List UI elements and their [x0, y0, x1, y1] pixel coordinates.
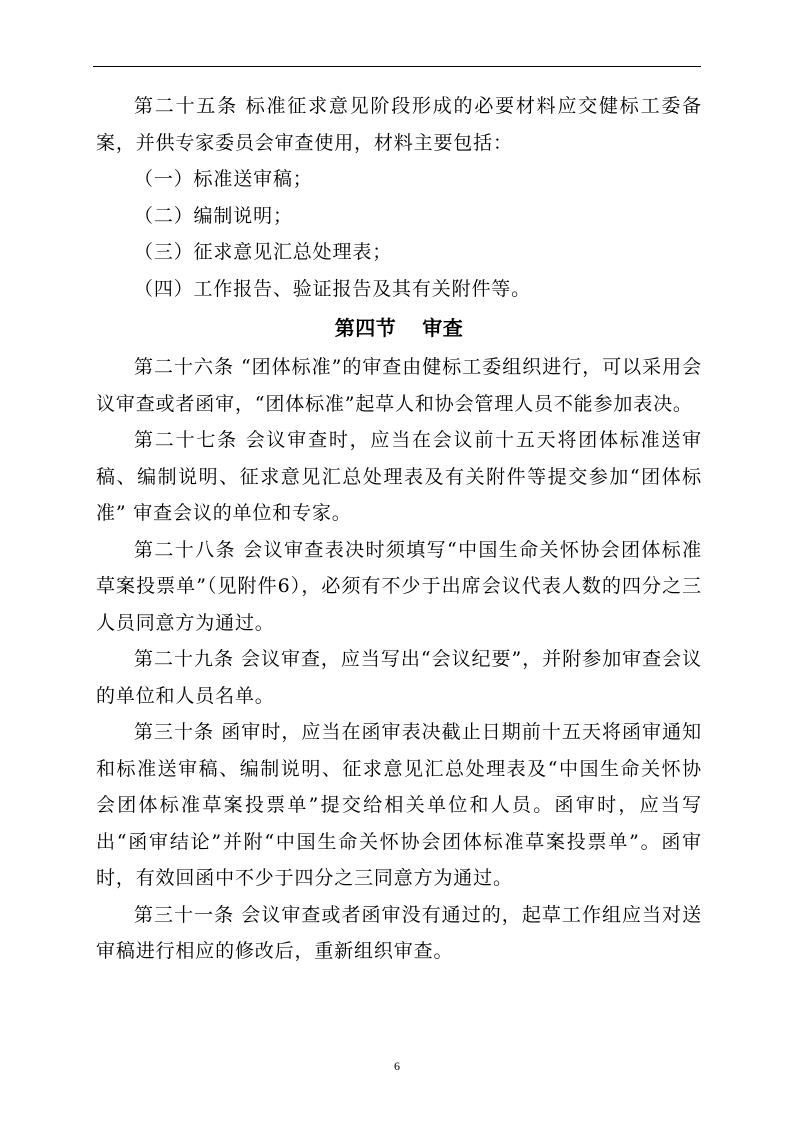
article-27: 第二十七条 会议审查时，应当在会议前十五天将团体标准送审稿、编制说明、征求意见汇总处理表及有关附件等提交参加“团体标准” 审查会议的单位和专家。: [96, 429, 702, 524]
article-31: 第三十一条 会议审查或者函审没有通过的，起草工作组应当对送审稿进行相应的修改后，重新组织审查。: [96, 903, 702, 962]
article-25: 第二十五条 标准征求意见阶段形成的必要材料应交健标工委备案，并供专家委员会审查使用，材料主要包括：: [96, 95, 702, 154]
article-29: 第二十九条 会议审查，应当写出“会议纪要”，并附参加审查会议的单位和人员名单。: [96, 648, 702, 707]
article-25-item-3: （三）征求意见汇总处理表；: [134, 241, 393, 263]
article-25-item-4: （四）工作报告、验证报告及其有关附件等。: [134, 277, 532, 300]
article-26: 第二十六条 “团体标准”的审查由健标工委组织进行，可以采用会议审查或者函审，“团体标准”起草人和协会管理人员不能参加表决。: [96, 356, 702, 415]
section-title: 审查: [422, 316, 464, 340]
header-rule: [93, 66, 701, 67]
article-30: 第三十条 函审时，应当在函审表决截止日期前十五天将函审通知和标准送审稿、编制说明、征求意见汇总处理表及“中国生命关怀协会团体标准草案投票单”提交给相关单位和人员。函审时，应当写出“函审结论”并附“中国生命关怀协会团体标准草案投票单”。函审时，有效回函中不少于四分之三同意方为通过。: [96, 721, 702, 889]
section-number: 第四节: [334, 316, 397, 340]
article-25-item-2: （二）编制说明；: [134, 204, 293, 227]
section-heading: [96, 309, 702, 347]
article-25-item-1: （一）标准送审稿；: [134, 168, 313, 190]
article-28: 第二十八条 会议审查表决时须填写“中国生命关怀协会团体标准草案投票单”（见附件6），必须有不少于出席会议代表人数的四分之三人员同意方为通过。: [96, 538, 702, 634]
page-body: [96, 88, 702, 970]
page-number: 6: [394, 1059, 400, 1073]
